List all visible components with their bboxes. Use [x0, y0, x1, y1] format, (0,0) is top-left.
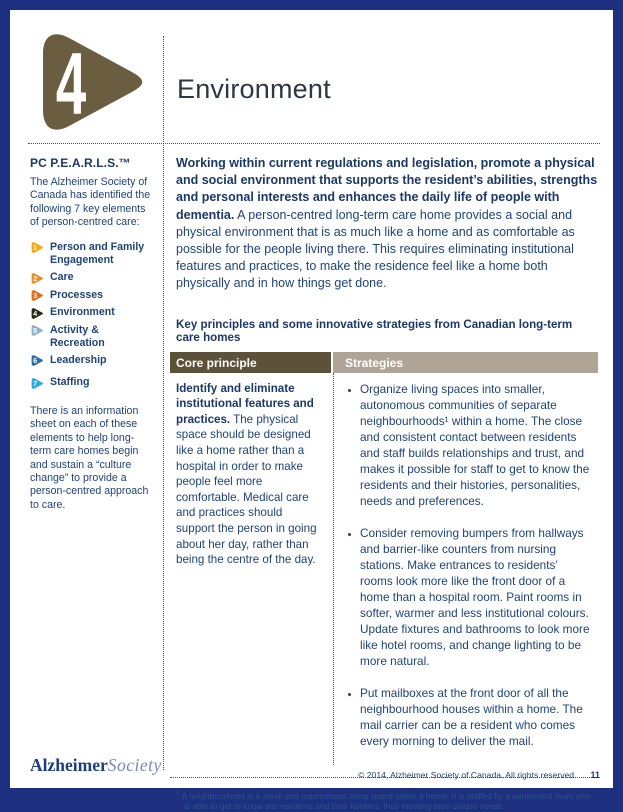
sidebar-intro-text: The Alzheimer Society of Canada has identified the following 7 key elements of person-centred care: [30, 176, 151, 229]
svg-text:1: 1 [33, 243, 38, 253]
play-arrow-icon [25, 26, 152, 138]
pearls-item [30, 271, 153, 285]
footnote-text: A neighbourhood is a small and autonomous living space within a home. It is staffed by a permanent team who is able to get to know the residents and their families, thus meeting their unique needs. [181, 790, 592, 812]
column-header-strategies: Strategies [333, 352, 598, 373]
svg-text:4: 4 [33, 308, 38, 318]
svg-text:3: 3 [33, 291, 38, 301]
main-content [170, 143, 598, 812]
sidebar-outro-text: There is an information sheet on each of these elements to help long-term care homes begin and sustain a “culture change” to provide a person-centred approach to care. [30, 404, 149, 511]
strategies-list [334, 381, 592, 749]
page-footer [30, 755, 600, 782]
core-principle-lead: Identify and eliminate institutional features and practices. [176, 381, 314, 426]
logo-word-alzheimer: Alzheimer [30, 755, 108, 775]
pearls-item [30, 241, 153, 267]
copyright-text: © 2014, Alzheimer Society of Canada. All rights reserved. [358, 770, 577, 780]
pearls-item-label: Care [50, 271, 74, 284]
core-principle-cell [170, 373, 333, 765]
numbered-arrow-icon [30, 289, 44, 302]
alzheimer-society-logo [30, 755, 162, 782]
intro-body-text: A person-centred long-term care home provides a social and physical environment that is as much like a home and as comfortable as possible for the people living there. This requires eliminating institutional features and practices, to make the residence feel like a home both physically and in how things get done. [176, 207, 575, 291]
vertical-dotted-divider [163, 36, 164, 770]
content-area [10, 143, 613, 812]
pearls-item-label: Leadership [50, 353, 107, 366]
pearls-item-label: Activity & Recreation [50, 323, 105, 349]
page-header [10, 10, 613, 143]
pearls-item-label: Environment [50, 306, 115, 319]
section-number-badge [25, 26, 152, 138]
footnote-marker: 1 [176, 789, 180, 797]
footnote [170, 789, 598, 812]
numbered-arrow-icon [30, 241, 44, 254]
document-page [10, 10, 613, 812]
sidebar-heading: PC P.E.A.R.L.S.™ [30, 156, 131, 170]
sidebar [10, 143, 163, 512]
svg-text:2: 2 [33, 273, 38, 283]
svg-text:7: 7 [33, 379, 38, 389]
pearls-item [30, 306, 153, 320]
strategies-cell [333, 373, 598, 765]
footer-right [358, 770, 600, 782]
numbered-arrow-icon [30, 272, 44, 285]
intro-lead-sentence: Working within current regulations and legislation, promote a physical and social environment that supports the resident’s abilities, strengths and personal interests and enhances the daily life of people with dementia. [176, 156, 598, 222]
svg-text:6: 6 [33, 356, 38, 366]
section-number: 4 [55, 34, 87, 133]
table-body-row [170, 373, 598, 778]
pearls-item [30, 289, 153, 303]
intro-paragraph [170, 155, 598, 293]
strategy-item: • Consider removing bumpers from hallways and barrier-like counters from nursing stations. Make entrances to residents’ rooms look more like the front door of a home than a hospital room. Paint rooms in softer, warmer and less institutional colours. Update fixtures and bathrooms to look more like hotel rooms, and change lighting to be more natural. [360, 525, 592, 669]
page-title: Environment [177, 74, 331, 104]
page-number: 11 [590, 770, 600, 780]
pearls-list [30, 241, 153, 390]
numbered-arrow-icon [30, 307, 44, 320]
table-heading: Key principles and some innovative strategies from Canadian long-term care homes [176, 317, 573, 344]
strategy-item: • Organize living spaces into smaller, autonomous communities of separate neighbourhoods¹ within a home. The close and consistent contact between residents and staff builds relationships and trust, and makes it possible for staff to get to know the residents and their histories, personalities, needs and preferences. [360, 381, 592, 509]
pearls-item [30, 354, 153, 368]
pearls-item-label: Processes [50, 288, 104, 301]
core-principle-text: The physical space should be designed like a home rather than a hospital in order to make people feel more comfortable. Medical care and practices should support the person in going about her day, rather than being the centre of the day. [176, 412, 317, 567]
column-header-core-principle: Core principle [170, 352, 331, 373]
pearls-item [30, 324, 153, 350]
numbered-arrow-icon [30, 324, 44, 337]
numbered-arrow-icon [30, 354, 44, 367]
numbered-arrow-icon [30, 377, 44, 390]
pearls-item-label: Staffing [50, 376, 90, 389]
svg-text:5: 5 [33, 326, 38, 336]
header-dotted-rule [28, 143, 600, 144]
pearls-item-label: Person and Family Engagement [50, 240, 145, 266]
table-header-row [170, 352, 598, 373]
strategy-item: • Put mailboxes at the front door of all the neighbourhood houses within a home. The mail carrier can be a resident who comes every morning to deliver the mail. [360, 685, 592, 749]
logo-word-society: Society [107, 755, 162, 775]
principles-table [170, 352, 598, 778]
pearls-item [30, 376, 153, 390]
